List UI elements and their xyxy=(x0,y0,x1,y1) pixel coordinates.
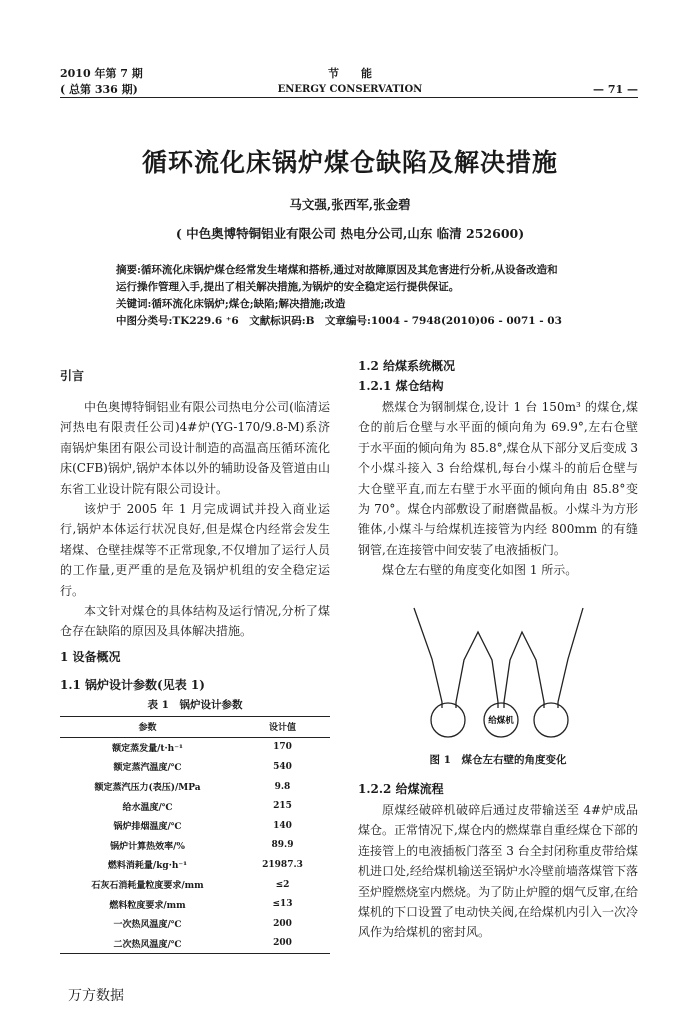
table-cell: 21987.3 xyxy=(262,859,303,870)
bunker-right-wall xyxy=(558,608,583,702)
table-cell: 540 xyxy=(273,761,292,772)
paragraph: 煤仓左右壁的角度变化如图 1 所示。 xyxy=(382,563,578,578)
subsection-heading: 1.2.1 煤仓结构 xyxy=(358,379,444,393)
abstract-line: 摘要:循环流化床锅炉煤仓经常发生堵煤和搭桥,通过对故障原因及其危害进行分析,从设备改造和 xyxy=(116,264,558,276)
table-cell: 锅炉计算热效率/% xyxy=(110,841,185,852)
table-cell: 燃料粒度要求/mm xyxy=(109,900,186,911)
table-header-row xyxy=(60,717,330,738)
journal-name-en: ENERGY CONSERVATION xyxy=(277,84,423,95)
table-header-cell: 设计值 xyxy=(268,723,296,734)
classification-line: 中图分类号:TK229.6 ⁺6 文献标识码:B 文章编号:1004 - 7948(2010)06 - 0071 - 03 xyxy=(116,315,562,327)
table-row xyxy=(60,757,330,777)
table-row xyxy=(60,934,330,954)
table-cell: 一次热风温度/℃ xyxy=(113,920,182,931)
coal-feeder-circle xyxy=(534,703,568,737)
design-parameter-table xyxy=(60,716,330,954)
table-row xyxy=(60,875,330,895)
table-row xyxy=(60,914,330,934)
table-header-cell: 参数 xyxy=(138,723,157,734)
issue-number: 2010 年第 7 期 xyxy=(60,67,143,80)
abstract-block xyxy=(116,262,596,330)
bunker-divider-right xyxy=(504,632,544,702)
table-cell: 额定蒸发量/t·h⁻¹ xyxy=(112,743,183,754)
paragraph: 燃煤仓为钢制煤仓,设计 1 台 150m³ 的煤仓,煤仓的前后仓壁与水平面的倾向角为 69.9°,左右仓壁于水平面的倾向角为 85.8°,煤仓从下部分叉后变成 3 个小煤斗接入 3 台给煤机,每台小煤斗的前后仓壁与大仓壁平直,而左右壁于水平面的倾向角由 85.8°变为 70°。煤仓内部敷设了耐磨微晶板。小煤斗为方形锥体,小煤斗与给煤机连接管为内经 800mm 的有缝钢管,在连接管中间安装了电液插板门。 xyxy=(358,400,638,557)
paragraph: 原煤经破碎机破碎后通过皮带输送至 4#炉成品煤仓。正常情况下,煤仓内的燃煤靠自重经煤仓下部的连接管上的电液插板门落至 3 台全封闭称重皮带给煤机进口处,经给煤机输送至锅炉水冷壁前墙落煤管下落至炉膛燃烧室内燃烧。为了防止炉膛的烟气反窜,在给煤机的下口设置了电动快关阀,在给煤机内引入一次冷风作为给煤机的密封风。 xyxy=(358,803,638,940)
table-cell: 石灰石消耗量粒度要求/mm xyxy=(91,881,204,892)
table-cell: 给水温度/℃ xyxy=(122,802,173,813)
bunker-wall-angle-figure xyxy=(380,604,620,744)
subsection-heading: 1.2.2 给煤流程 xyxy=(358,782,444,796)
page-number: — 71 — xyxy=(593,83,638,96)
paragraph: 本文针对煤仓的具体结构及运行情况,分析了煤仓存在缺陷的原因及具体解决措施。 xyxy=(60,604,330,639)
table-cell: 额定蒸汽温度/℃ xyxy=(113,763,182,774)
table-row xyxy=(60,737,330,757)
paragraph: 中色奥博特铜铝业有限公司热电分公司(临清运河热电有限责任公司)4#炉(YG-170/9.8-M)系济南锅炉集团有限公司设计制造的高温高压循环流化床(CFB)锅炉,锅炉本体以外的辅助设备及管道由山东省工业设计院有限公司设计。 xyxy=(60,400,330,496)
table-cell: ≤2 xyxy=(275,879,290,890)
coal-feed-process-body xyxy=(358,800,638,943)
table-cell: ≤13 xyxy=(272,899,293,910)
article-authors: 马文强,张西军,张金碧 xyxy=(289,197,411,212)
table-row xyxy=(60,894,330,914)
table-row xyxy=(60,777,330,797)
table-row xyxy=(60,796,330,816)
journal-name-cn: 节 能 xyxy=(328,67,372,80)
intro-body xyxy=(60,397,330,642)
table-cell: 215 xyxy=(273,801,292,812)
table-row xyxy=(60,855,330,875)
table-cell: 140 xyxy=(273,820,292,831)
table-cell: 200 xyxy=(273,918,292,929)
intro-heading: 引言 xyxy=(60,369,85,383)
figure-caption: 图 1 煤仓左右壁的角度变化 xyxy=(429,754,567,766)
header-rule xyxy=(60,97,638,98)
article-affiliation: ( 中色奥博特铜铝业有限公司 热电分公司,山东 临清 252600) xyxy=(175,226,525,241)
coal-bunker-structure-body xyxy=(358,397,638,581)
table-row xyxy=(60,836,330,856)
section-heading: 1.2 给煤系统概况 xyxy=(358,359,456,373)
total-issue-number: ( 总第 336 期) xyxy=(60,83,138,96)
table-cell: 额定蒸汽压力(表压)/MPa xyxy=(94,783,201,794)
table-caption: 表 1 锅炉设计参数 xyxy=(147,699,243,711)
table-cell: 锅炉排烟温度/℃ xyxy=(113,822,182,833)
bunker-left-wall xyxy=(414,608,442,702)
coal-feeder-circle xyxy=(431,703,465,737)
article-title: 循环流化床锅炉煤仓缺陷及解决措施 xyxy=(141,148,558,177)
keywords-line: 关键词:循环流化床锅炉;煤仓;缺陷;解决措施;改造 xyxy=(116,298,346,310)
subsection-heading: 1.1 锅炉设计参数(见表 1) xyxy=(60,678,205,692)
figure-feeder-label: 给煤机 xyxy=(488,716,514,726)
table-cell: 燃料消耗量/kg·h⁻¹ xyxy=(107,861,188,872)
wanfang-watermark: 万方数据 xyxy=(68,988,124,1004)
table-cell: 9.8 xyxy=(274,781,291,792)
paragraph: 该炉于 2005 年 1 月完成调试并投入商业运行,锅炉本体运行状况良好,但是煤仓内经常会发生堵煤、仓壁挂煤等不正常现象,不仅增加了运行人员的工作量,更严重的是危及锅炉机组的安全稳定运行。 xyxy=(60,502,330,598)
table-row xyxy=(60,816,330,836)
bunker-divider-left xyxy=(456,632,498,702)
table-cell: 170 xyxy=(273,742,292,753)
table-cell: 200 xyxy=(273,938,292,949)
abstract-line: 运行操作管理入手,提出了相关解决措施,为锅炉的安全稳定运行提供保证。 xyxy=(116,281,460,293)
table-cell: 二次热风温度/℃ xyxy=(113,939,182,950)
table-cell: 89.9 xyxy=(271,840,294,851)
section-heading: 1 设备概况 xyxy=(60,650,121,664)
